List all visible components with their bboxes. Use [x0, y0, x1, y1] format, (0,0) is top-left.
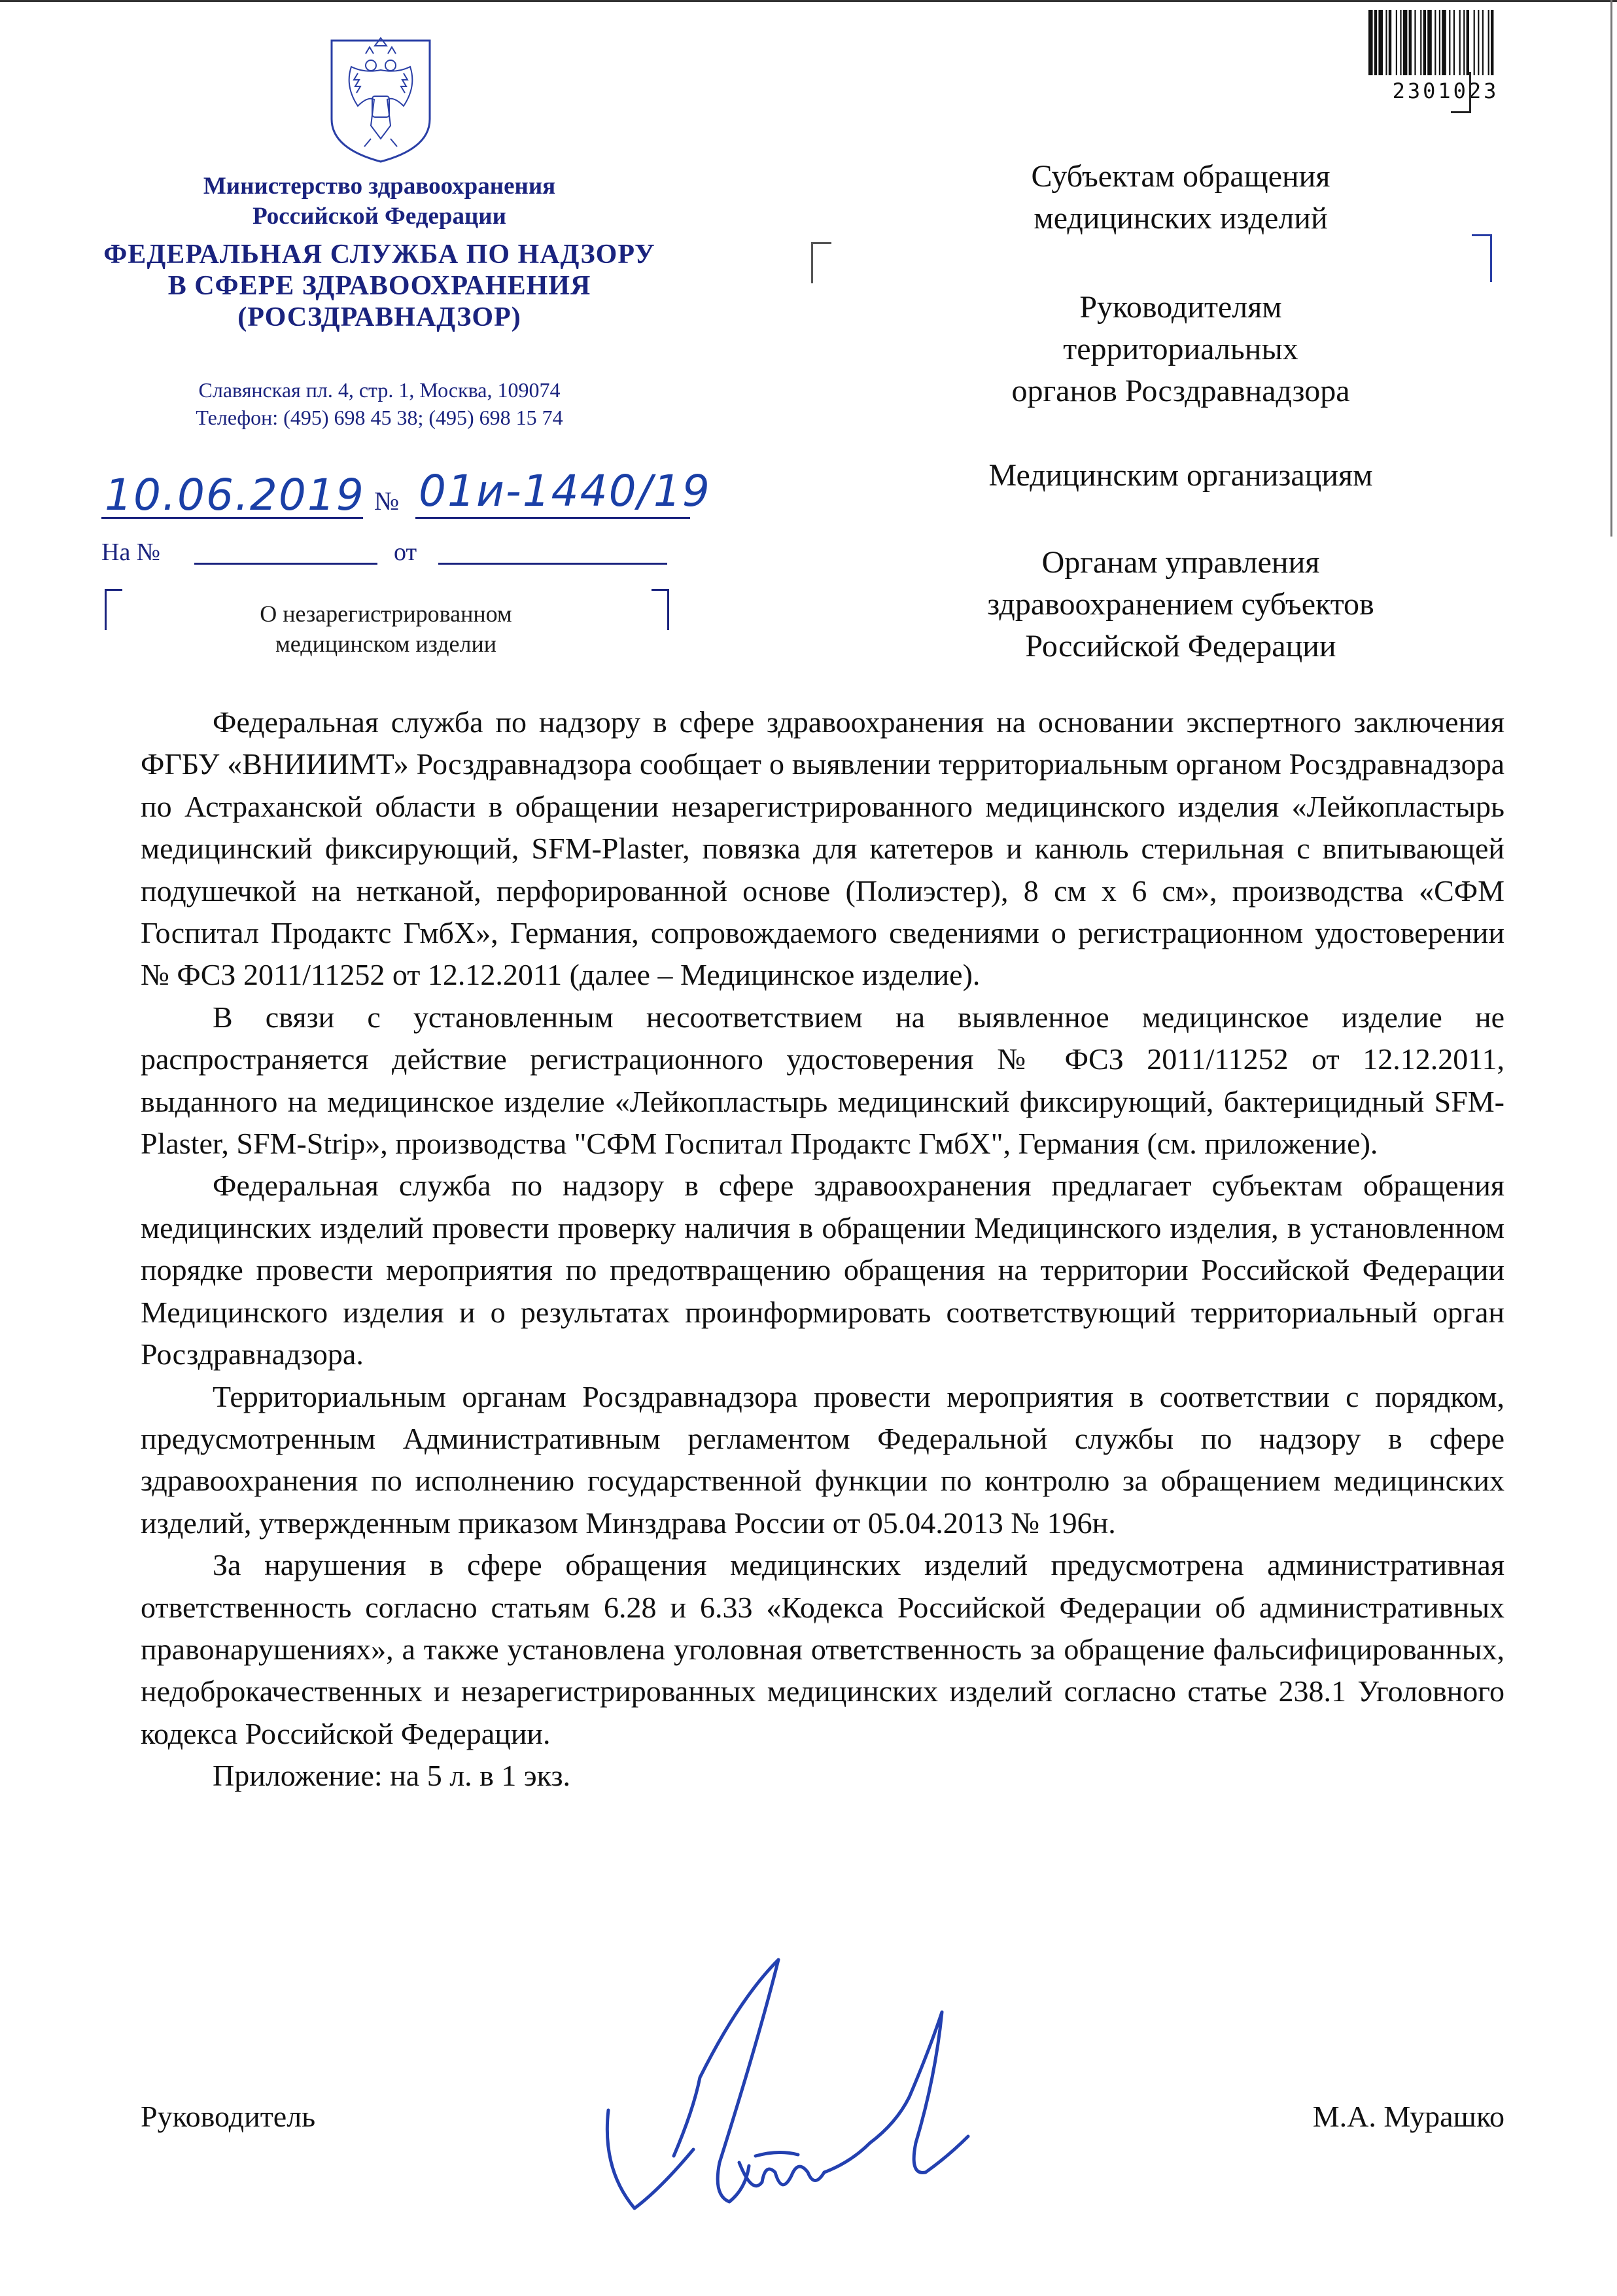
- barcode-bar: [1449, 10, 1450, 75]
- scan-edge-right: [1610, 0, 1612, 537]
- barcode-bar: [1491, 10, 1493, 75]
- recipient-line: Российской Федерации: [1025, 629, 1336, 663]
- recipient-line: Руководителям: [1079, 290, 1282, 325]
- recipient-line: Субъектам обращения: [1031, 159, 1330, 194]
- subject-line-2: медицинском изделии: [275, 631, 497, 657]
- reply-to-number-field: [194, 563, 377, 565]
- barcode-bar: [1439, 10, 1440, 75]
- service-line-1: ФЕДЕРАЛЬНАЯ СЛУЖБА ПО НАДЗОРУ: [103, 239, 655, 270]
- recipient-block: [877, 542, 1485, 667]
- phone: Телефон: (495) 698 45 38; (495) 698 15 74: [196, 406, 563, 429]
- barcode-bar: [1374, 10, 1377, 75]
- body-paragraph: За нарушения в сфере обращения медицинских изделий предусмотрена административная ответственность согласно статьям 6.28 и 6.33 «Кодекса Российской Федерации об административных правонарушениях», а также установлена уголовная ответственность за обращение фальсифицированных, недоброкачественных и незарегистрированных медицинских изделий согласно статье 238.1 Уголовного кодекса Российской Федерации.: [141, 1548, 1504, 1750]
- recipient-block: [877, 455, 1485, 497]
- reply-to-date-field: [438, 563, 667, 565]
- recipient-line: медицинских изделий: [1034, 201, 1328, 236]
- service-name: [78, 239, 680, 333]
- letter-subject: [124, 599, 648, 659]
- barcode-bar: [1459, 10, 1461, 75]
- subject-bracket-right: [652, 589, 669, 630]
- barcode-bar: [1403, 10, 1408, 75]
- barcode-bar: [1467, 10, 1469, 75]
- body-paragraph: Федеральная служба по надзору в сфере здравоохранения предлагает субъектам обращения медицинских изделий провести проверку наличия в обращении Медицинского изделия, в установленном порядке провести мероприятия по предотвращению обращения на территории Российской Федерации Медицинского изделия и о результатах проинформировать соответствующий территориальный орган Росздравнадзора.: [141, 1169, 1504, 1371]
- reply-to-number-label: На №: [101, 539, 161, 566]
- body-paragraph: Территориальным органам Росздравнадзора провести мероприятия в соответствии с порядком, предусмотренным Административным регламентом Федеральной службы по надзору в сфере здравоохранения по исполнению государственной функции по контролю за обращением медицинских изделий, утвержденным приказом Минздрава России от 05.04.2013 № 196н.: [141, 1379, 1504, 1540]
- barcode-bar: [1482, 10, 1484, 75]
- reply-to-date-label: от: [394, 539, 417, 566]
- barcode-bar: [1427, 10, 1432, 75]
- barcode-bar: [1463, 10, 1465, 75]
- recipient-line: территориальных: [1063, 332, 1298, 366]
- registration-date: 10.06.2019: [105, 470, 365, 520]
- registration-number: 01и-1440/19: [419, 466, 711, 516]
- handwritten-signature: [589, 1947, 994, 2221]
- barcode-bracket: [1451, 72, 1471, 113]
- barcode-bar: [1478, 10, 1479, 75]
- recipient-block: [877, 156, 1485, 239]
- recipient-line: органов Росздравнадзора: [1011, 374, 1350, 408]
- barcode-bar: [1453, 10, 1455, 75]
- barcode-bar: [1368, 10, 1373, 75]
- registration-number-label: №: [374, 486, 400, 516]
- recipient-bracket-left: [811, 242, 831, 283]
- ministry-line-2: Российской Федерации: [252, 203, 506, 230]
- ministry-name: [111, 171, 648, 232]
- barcode-bar: [1423, 10, 1426, 75]
- address: Славянская пл. 4, стр. 1, Москва, 109074: [198, 378, 561, 402]
- signatory-role: Руководитель: [141, 2100, 316, 2133]
- barcode-bar: [1474, 10, 1475, 75]
- barcode-bar: [1488, 10, 1489, 75]
- number-underline: [415, 517, 690, 519]
- barcode-bar: [1442, 10, 1446, 75]
- recipient-line: Медицинским организациям: [988, 458, 1373, 493]
- recipient-line: здравоохранением субъектов: [987, 587, 1374, 622]
- recipient-block: [877, 287, 1485, 412]
- barcode-bar: [1434, 10, 1436, 75]
- barcode-bar: [1378, 10, 1383, 75]
- barcode-bar: [1414, 10, 1416, 75]
- barcode-bar: [1389, 10, 1391, 75]
- subject-line-1: О незарегистрированном: [260, 601, 512, 627]
- ministry-line-1: Министерство здравоохранения: [203, 173, 556, 200]
- letter-body: [141, 701, 1504, 1797]
- barcode-bar: [1400, 10, 1401, 75]
- barcode-bar: [1385, 10, 1387, 75]
- barcode-number: 2301023: [1392, 79, 1499, 103]
- barcode-bar: [1420, 10, 1421, 75]
- russian-coat-of-arms-icon: [325, 34, 436, 165]
- service-line-2: В СФЕРЕ ЗДРАВООХРАНЕНИЯ: [167, 271, 591, 301]
- barcode-bar: [1409, 10, 1412, 75]
- body-paragraph: В связи с установленным несоответствием на выявленное медицинское изделие не распространяется действие регистрационного удостоверения № ФСЗ 2011/11252 от 12.12.2011, выданного на медицинское изделие «Лейкопластырь медицинский фиксирующий, бактерицидный SFM-Plaster, SFM-Strip», производства "СФМ Госпитал Продактс ГмбХ", Германия (см. приложение).: [141, 1000, 1504, 1161]
- barcode: [1367, 10, 1524, 75]
- recipient-bracket-right: [1472, 234, 1492, 282]
- barcode-bar: [1396, 10, 1397, 75]
- body-paragraph: Федеральная служба по надзору в сфере здравоохранения на основании экспертного заключения ФГБУ «ВНИИИМТ» Росздравнадзора сообщает о выявлении территориальным органом Росздравнадзора по Астраханской области в обращении незарегистрированного медицинского изделия «Лейкопластырь медицинский фиксирующий, SFM-Plaster, повязка для катетеров и канюль стерильная с впитывающей подушечкой на нетканой, перфорированной основе (Полиэстер), 8 см х 6 см», производства «СФМ Госпитал Продактс ГмбХ», Германия, сопровождаемого сведениями о регистрационном удостоверении № ФСЗ 2011/11252 от 12.12.2011 (далее – Медицинское изделие).: [141, 705, 1504, 992]
- service-line-3: (РОСЗДРАВНАДЗОР): [237, 302, 521, 332]
- signatory-name: М.А. Мурашко: [1312, 2100, 1504, 2133]
- scan-edge-top: [0, 0, 1617, 2]
- date-underline: [101, 517, 363, 519]
- attachment-note: Приложение: на 5 л. в 1 экз.: [213, 1759, 571, 1793]
- recipient-line: Органам управления: [1041, 545, 1320, 580]
- subject-bracket-left: [105, 589, 122, 630]
